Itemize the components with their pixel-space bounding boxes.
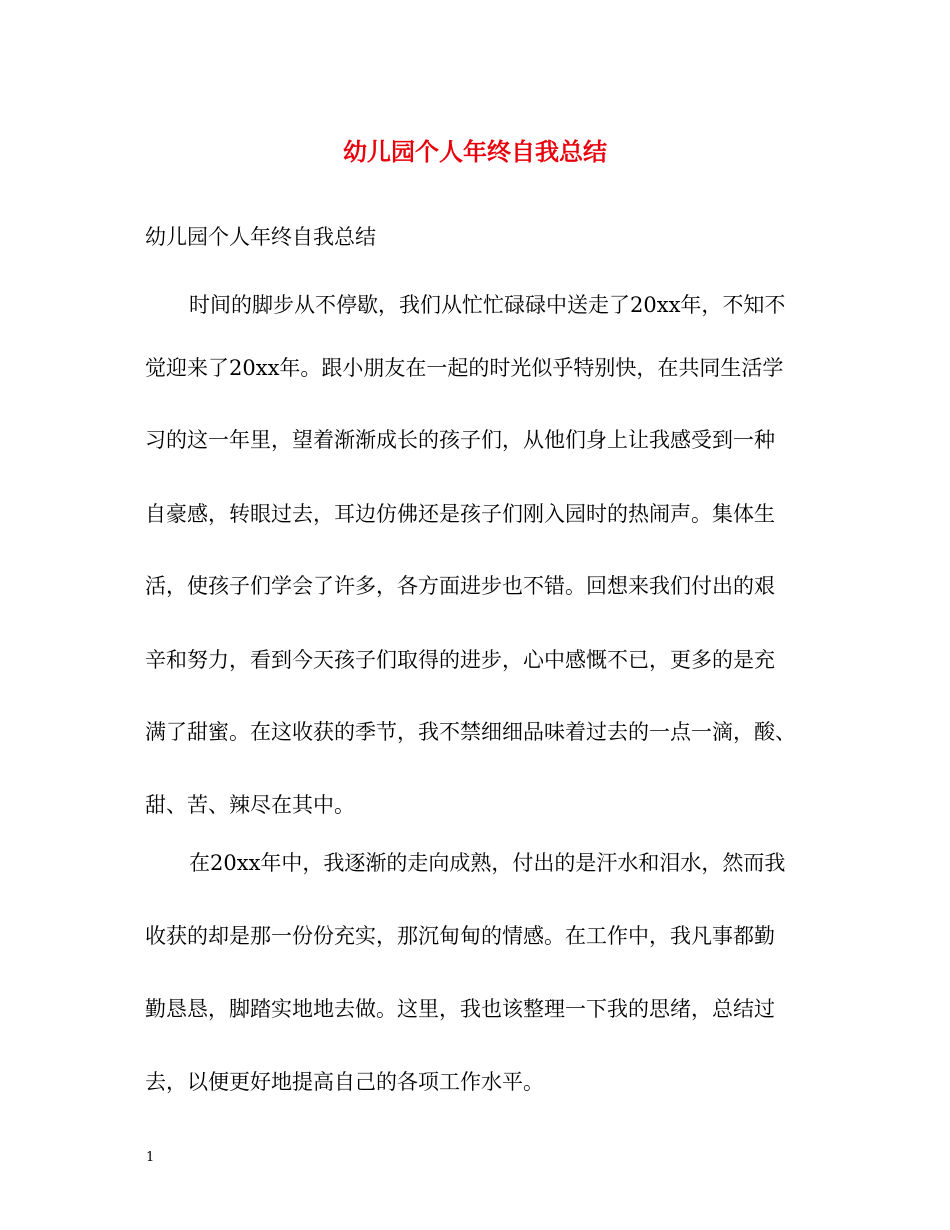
paragraph-2-line-2: 收获的却是那一份份充实，那沉甸甸的情感。在工作中，我凡事都勤: [145, 924, 775, 948]
document-title: 幼儿园个人年终自我总结: [343, 137, 607, 166]
paragraph-2-line-4: 去，以便更好地提高自己的各项工作水平。: [145, 1070, 544, 1094]
paragraph-1-line-6: 辛和努力，看到今天孩子们取得的进步，心中感慨不已，更多的是充: [145, 648, 775, 672]
paragraph-1-line-3: 习的这一年里，望着渐渐成长的孩子们，从他们身上让我感受到一种: [145, 428, 775, 452]
paragraph-1-line-8: 甜、苦、辣尽在其中。: [145, 793, 355, 817]
paragraph-1-line-7: 满了甜蜜。在这收获的季节，我不禁细细品味着过去的一点一滴，酸、: [145, 720, 796, 744]
paragraph-2-line-1: 在20xx年中，我逐渐的走向成熟，付出的是汗水和泪水，然而我: [189, 851, 786, 875]
page-number: 1: [146, 1150, 155, 1165]
paragraph-1-line-1: 时间的脚步从不停歇，我们从忙忙碌碌中送走了20xx年，不知不: [189, 293, 786, 317]
paragraph-1-line-5: 活，使孩子们学会了许多，各方面进步也不错。回想来我们付出的艰: [145, 574, 775, 598]
paragraph-1-line-4: 自豪感，转眼过去，耳边仿佛还是孩子们刚入园时的热闹声。集体生: [145, 502, 775, 526]
paragraph-2-line-3: 勤恳恳，脚踏实地地去做。这里，我也该整理一下我的思绪，总结过: [145, 997, 775, 1021]
document-subtitle: 幼儿园个人年终自我总结: [145, 225, 376, 249]
paragraph-1-line-2: 觉迎来了20xx年。跟小朋友在一起的时光似乎特别快，在共同生活学: [145, 356, 784, 380]
